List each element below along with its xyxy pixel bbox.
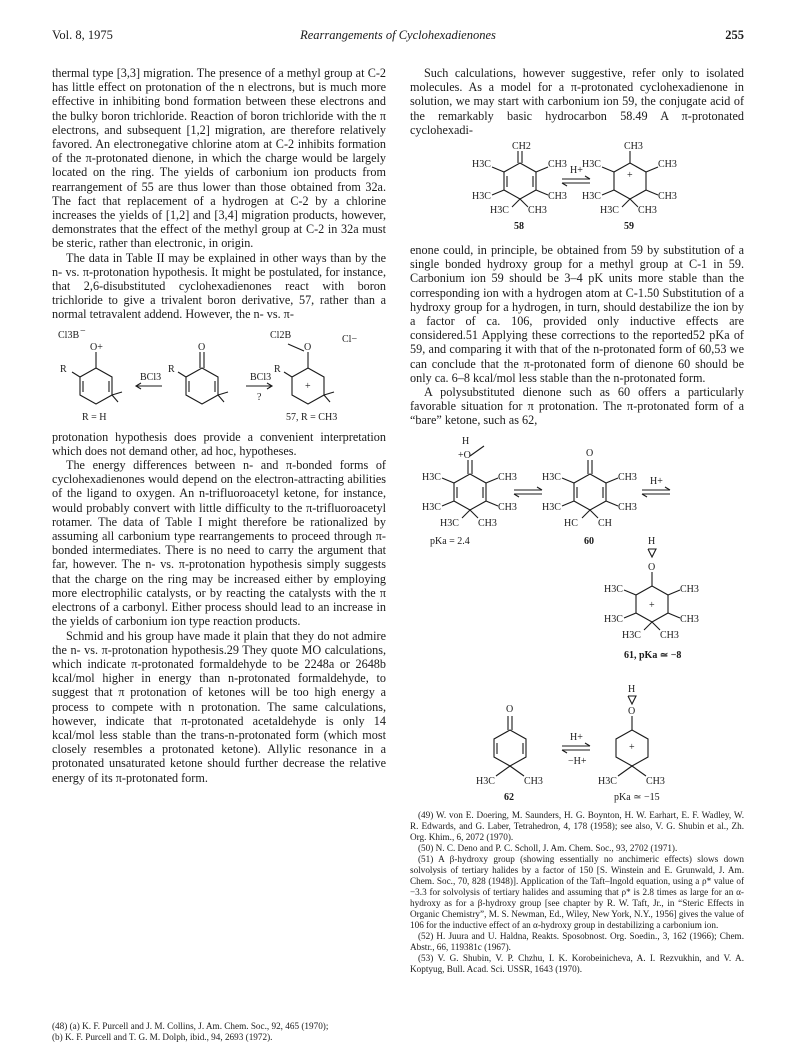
- pka-label: pKa = 2.4: [430, 535, 470, 547]
- scheme-60-61: [410, 432, 744, 678]
- scheme-text: HC: [564, 517, 578, 529]
- scheme-text: H3C: [472, 191, 491, 203]
- scheme-text: CH3: [548, 159, 567, 171]
- scheme-text: O: [628, 705, 636, 717]
- page-number: 255: [725, 28, 744, 42]
- scheme-text: +: [629, 741, 635, 753]
- paragraph: protonation hypothesis does provide a convenient interpretation which does not demand other, ad hoc, hypotheses.: [52, 429, 386, 458]
- compound-label: 61, pKa ≃ −8: [624, 649, 682, 661]
- paragraph: A polysubstituted dienone such as 60 offers a particularly favorable situation for π protonation. The π-protonated form of a “bare” ketone, such as 62,: [410, 385, 744, 428]
- scheme-text: H3C: [622, 629, 641, 641]
- scheme-text: CH2: [512, 141, 531, 153]
- scheme-text: O: [304, 341, 312, 353]
- scheme-text: CH3: [618, 471, 637, 483]
- paragraph: Such calculations, however suggestive, refer only to isolated molecules. As a model for a π-protonated cyclohexadienone in solution, we may start with carbonium ion 59, the conjugate acid of the remarkably basic hydrocarbon 58.49 A π-protonated cyclohexadi-: [410, 66, 744, 137]
- scheme-text: H3C: [490, 205, 509, 217]
- pka-label: pKa ≃ −15: [614, 791, 660, 803]
- running-header-title: Rearrangements of Cyclohexadienones: [300, 28, 496, 42]
- scheme-text: CH3: [680, 613, 699, 625]
- scheme-text: +: [627, 170, 633, 182]
- compound-label: 62: [504, 791, 514, 803]
- scheme-text: H3C: [604, 583, 623, 595]
- scheme-text: H+: [570, 165, 583, 177]
- scheme-60-61-drawing: [410, 432, 744, 678]
- scheme-text: CH3: [624, 141, 643, 153]
- scheme-57-drawing: [52, 326, 386, 424]
- scheme-58-59: [410, 141, 744, 237]
- scheme-caption: R = H: [82, 411, 107, 423]
- scheme-text: H: [462, 435, 470, 447]
- reference: (53) V. G. Shubin, V. P. Chzhu, I. K. Korobeinicheva, A. I. Rezvukhin, and V. A. Koptyug, Bull. Acad. Sci. USSR, 1643 (1970).: [410, 952, 744, 974]
- scheme-text: H3C: [542, 501, 561, 513]
- scheme-text: H+: [650, 475, 663, 487]
- scheme-62: [410, 684, 744, 804]
- scheme-text: H3C: [476, 775, 495, 787]
- scheme-text: Cl−: [342, 333, 358, 345]
- scheme-text: R: [274, 363, 281, 375]
- scheme-text: CH3: [638, 205, 657, 217]
- references: [410, 810, 744, 975]
- scheme-text: Cl2B: [270, 329, 292, 341]
- scheme-text: H3C: [582, 191, 601, 203]
- scheme-62-drawing: [410, 684, 744, 804]
- scheme-text: CH3: [498, 501, 517, 513]
- scheme-text: O+: [90, 341, 103, 353]
- running-header-volume: Vol. 8, 1975: [52, 28, 113, 42]
- scheme-text: O: [198, 341, 206, 353]
- paragraph: The data in Table II may be explained in other ways than by the n- vs. π-protonation hypothesis. It might be postulated, for instance, that 2,6-disubstituted cyclohexadienones react with boron trichloride to give a trivalent boron derivative, 57, rather than a normal tetravalent addend. However, the n- vs. π-: [52, 250, 386, 322]
- reference: (49) W. von E. Doering, M. Saunders, H. G. Boynton, H. W. Earhart, E. F. Wadley, W. R. Edwards, and G. Laber, Tetrahedron, 4, 178 (1958); see also, V. G. Shubin et al., Zh. Org. Khim., 6, 2072 (1970).: [410, 809, 744, 842]
- scheme-caption: 57, R = CH3: [286, 411, 338, 423]
- scheme-text: H3C: [472, 159, 491, 171]
- scheme-text: CH: [598, 517, 612, 529]
- scheme-text: CH3: [658, 191, 677, 203]
- paragraph: thermal type [3,3] migration. The presence of a methyl group at C-2 has little effect on protonation of the n electrons, but is much more effective in inhibiting bond formation between these electrons and the bulky boron trichloride. Reaction of boron trichloride with the π electrons, and subsequent [1,2] migration, are therefore relatively favored. An electronegative chlorine atom at C-2 inhibits formation of the π-protonated dienone, in which the charge would be largely located on the ring. The yields of carbonium ion products from rearrangement of 55 are thus lower than those obtained from 32a. The fact that replacement of a hydrogen at C-2 by a chlorine increases the yields of [1,2] and [3,4] migration products, however, demonstrates that the effect of the methyl group at C-2 in 32a must be steric, rather than electronic, in origin.: [52, 66, 386, 251]
- scheme-text: BCl3: [140, 371, 162, 383]
- scheme-text: +: [649, 599, 655, 611]
- scheme-text: O: [506, 703, 514, 715]
- scheme-text: H3C: [600, 205, 619, 217]
- scheme-text: H+: [570, 731, 583, 743]
- reference: (52) H. Juura and U. Haldna, Reakts. Sposobnost. Org. Soedin., 3, 162 (1966); Chem. Abstr., 66, 119381c (1967).: [410, 930, 744, 952]
- scheme-text: CH3: [646, 775, 665, 787]
- scheme-text: H: [648, 535, 656, 547]
- scheme-text: Cl3B: [58, 329, 80, 341]
- scheme-text: O: [586, 447, 594, 459]
- paragraph: enone could, in principle, be obtained from 59 by substitution of a single bonded hydroxy group for a methyl group at C-1 in 59. Carbonium ion 59 should be 3–4 pK units more stable than the corresponding ion with a hydrogen atom at C-1.50 Substitution of a hydroxy group for a hydrogen, in turn, should destabilize the ion by a factor of ca. 106, provided only inductive effects are considered.51 Applying these corrections to the reported52 pKa of 59, and comparing it with that of the n-protonated form of 60,53 we can conclude that the π-protonated form of dienone 60 should be only ca. 6–8 kcal/mol less stable than the n-protonated form.: [410, 243, 744, 385]
- scheme-text: CH3: [498, 471, 517, 483]
- scheme-text: CH3: [548, 191, 567, 203]
- compound-label: 58: [514, 221, 524, 233]
- scheme-text: CH3: [618, 501, 637, 513]
- paragraph: The energy differences between n- and π-bonded forms of cyclohexadienones would depend on the electron-attracting abilities of the ligand to oxygen. An n-trifluoroacetyl ketone, for instance, would probably convert with little difficulty to the π-trifluoroacetyl rotamer. The data of Table I might therefore be rationalized by assuming all carbonium type rearrangements to proceed through π-bonded intermediates. There is no need to carry the argument that far, however. The n- vs. π-protonation hypothesis simply suggests that the charge on the ring may be increased either by employing more electrophilic catalysts, or by reacting the catalysts with the π electrons of a carbonyl. Either process should lead to an increase in the yields of carbonium ion type reaction products.: [52, 458, 386, 629]
- scheme-text: CH3: [524, 775, 543, 787]
- scheme-58-59-drawing: [410, 141, 744, 237]
- footnote-line: (b) K. F. Purcell and T. G. M. Dolph, ibid., 94, 2693 (1972).: [52, 1032, 273, 1042]
- scheme-text: CH3: [528, 205, 547, 217]
- scheme-text: R: [168, 363, 175, 375]
- scheme-boron-trichloride: [52, 326, 386, 424]
- scheme-text: ?: [257, 391, 262, 403]
- reference: (50) N. C. Deno and P. C. Scholl, J. Am. Chem. Soc., 93, 2702 (1971).: [418, 842, 678, 853]
- scheme-text: −: [80, 325, 86, 337]
- scheme-text: +O: [458, 449, 471, 461]
- right-column: [410, 66, 744, 975]
- scheme-text: H3C: [422, 471, 441, 483]
- scheme-text: H3C: [542, 471, 561, 483]
- compound-label: 59: [624, 221, 634, 233]
- scheme-text: BCl3: [250, 371, 272, 383]
- footnote-line: (48) (a) K. F. Purcell and J. M. Collins, J. Am. Chem. Soc., 92, 465 (1970);: [52, 1021, 329, 1031]
- footnote-48: [52, 1021, 386, 1043]
- scheme-text: H3C: [604, 613, 623, 625]
- left-column: [52, 66, 386, 785]
- scheme-text: −H+: [568, 755, 587, 767]
- compound-label: 60: [584, 535, 594, 547]
- scheme-text: H3C: [598, 775, 617, 787]
- scheme-text: H3C: [582, 159, 601, 171]
- scheme-text: +: [305, 380, 311, 392]
- scheme-text: H3C: [422, 501, 441, 513]
- scheme-text: H: [628, 683, 636, 695]
- paragraph: Schmid and his group have made it plain that they do not admire the n- vs. π-protonation hypothesis.29 They quote MO calculations, which indicate π-protonated formaldehyde to be 2248a or 2648b kcal/mol higher in energy than n-protonated formaldehyde, to suggest that π protonation of ketones will be too high energy a process to compete with n protonation. The same calculations, however, indicate that π-protonated acetaldehyde is only 14 kcal/mol less stable than the trans-n-protonated form (which most closely resembles a protonated ketone). Allylic resonance in a protonated unsaturated ketone should further decrease the relative energy of its π-protonated form.: [52, 628, 386, 785]
- scheme-text: R: [60, 363, 67, 375]
- scheme-text: CH3: [680, 583, 699, 595]
- reference: (51) A β-hydroxy group (showing essentially no anchimeric effects) slows down solvolysis of tertiary halides by a factor of 150 [S. Winstein and E. Grunwald, J. Am. Chem. Soc., 70, 828 (1948)]. Application of the Taft–Ingold equation, using a ρ* value of −3.3 for solvolysis of tertiary halides and assuming that ρ* is 2.8 times as large for an α-hydroxy as for a β-hydroxy group [see chapter by R. W. Taft, Jr., in “Steric Effects in Organic Chemistry”, M. S. Newman, Ed., Wiley, New York, N.Y., 1956] gives the value of 106 for the inductive effect of an α-hydroxy group in destabilizing a carbonium ion.: [410, 853, 744, 930]
- scheme-text: O: [648, 561, 656, 573]
- scheme-text: CH3: [658, 159, 677, 171]
- scheme-text: CH3: [660, 629, 679, 641]
- scheme-text: CH3: [478, 517, 497, 529]
- scheme-text: H3C: [440, 517, 459, 529]
